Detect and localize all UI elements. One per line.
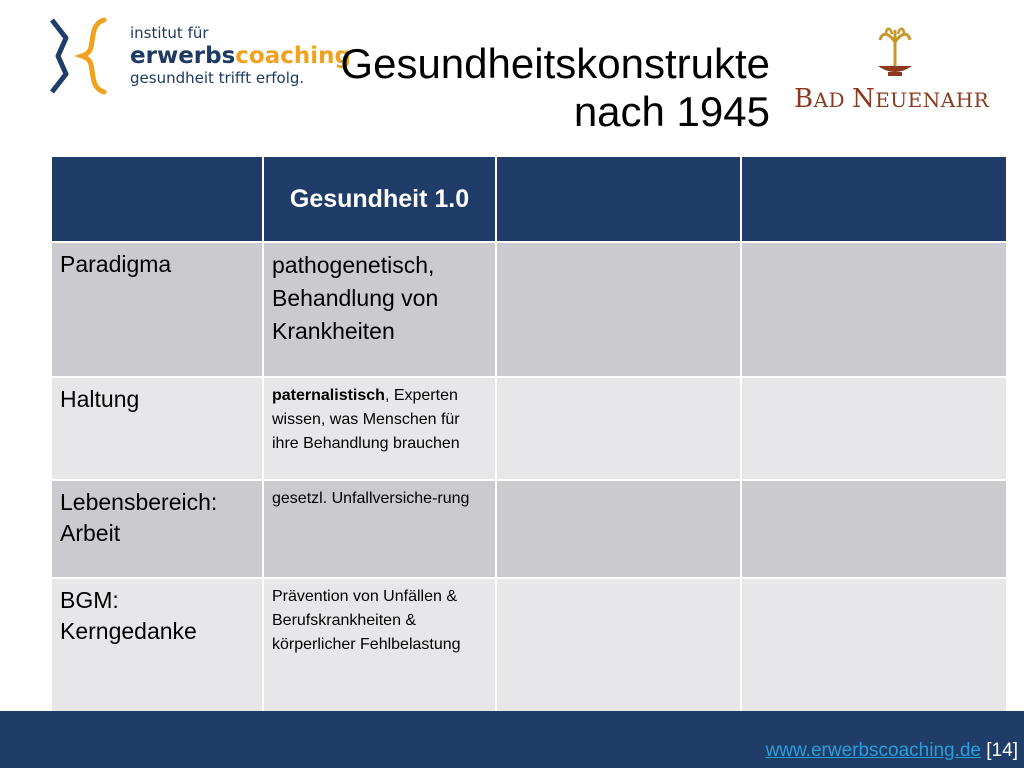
header-cell-empty: [741, 156, 1007, 242]
table-cell-empty: [496, 377, 741, 480]
row-label-lebensbereich: Lebensbereich: Arbeit: [51, 480, 263, 578]
logo-tagline: gesundheit trifft erfolg.: [130, 69, 305, 87]
table-cell-empty: [741, 480, 1007, 578]
table-cell-empty: [496, 480, 741, 578]
table-row: [51, 377, 1007, 480]
row-label-haltung: Haltung: [51, 377, 263, 480]
brand-letter-b: B: [794, 84, 814, 114]
row-value-lebensbereich: gesetzl. Unfallversiche-rung: [263, 480, 496, 578]
footer-bar: [0, 711, 1024, 768]
header-gesundheit-1-0: Gesundheit 1.0: [263, 156, 496, 242]
slide-title: [340, 40, 770, 136]
value-text-haltung: , Experten wissen, was Menschen für ihre Behandlung brauchen: [272, 387, 460, 452]
comparison-table: [50, 155, 1008, 723]
logo-institut-erwerbscoaching: [46, 16, 351, 96]
row-label-paradigma: Paradigma: [51, 242, 263, 377]
brand-part-2: EUENAHR: [875, 88, 990, 112]
table-row: [51, 242, 1007, 377]
logo-word-dark: erwerbs: [130, 43, 236, 69]
title-line-2: nach 1945: [573, 88, 770, 135]
brand-wordmark: [794, 84, 989, 114]
logo-bad-neuenahr: [790, 22, 1000, 122]
brand-letter-n: N: [851, 84, 876, 114]
row-label-bgm: BGM: Kerngedanke: [51, 578, 263, 722]
row-value-paradigma: pathogenetisch, Behandlung von Krankheiten: [263, 242, 496, 377]
table-cell-empty: [741, 578, 1007, 722]
table-header-row: [51, 156, 1007, 242]
table-cell-empty: [496, 242, 741, 377]
row-value-haltung: [263, 377, 496, 480]
brand-part-1: AD: [813, 88, 852, 112]
logo-line-1: institut für: [130, 24, 209, 42]
page-number: [14]: [986, 740, 1018, 761]
title-line-1: Gesundheitskonstrukte: [340, 40, 770, 87]
fountain-icon: [870, 22, 920, 82]
table-row: [51, 578, 1007, 722]
bracket-logo-icon: [46, 16, 126, 96]
website-link[interactable]: www.erwerbscoaching.de: [765, 740, 982, 761]
value-bold-paternalistisch: paternalistisch: [272, 387, 385, 404]
table-cell-empty: [741, 242, 1007, 377]
logo-word-accent: coaching: [235, 43, 351, 69]
row-value-bgm: Prävention von Unfällen & Berufskrankheiten & körperlicher Fehlbelastung: [263, 578, 496, 722]
logo-line-2: [130, 43, 351, 69]
table-row: [51, 480, 1007, 578]
footer-links: [766, 740, 1018, 762]
table-cell-empty: [741, 377, 1007, 480]
header-cell-empty: [51, 156, 263, 242]
header-cell-empty: [496, 156, 741, 242]
table-cell-empty: [496, 578, 741, 722]
